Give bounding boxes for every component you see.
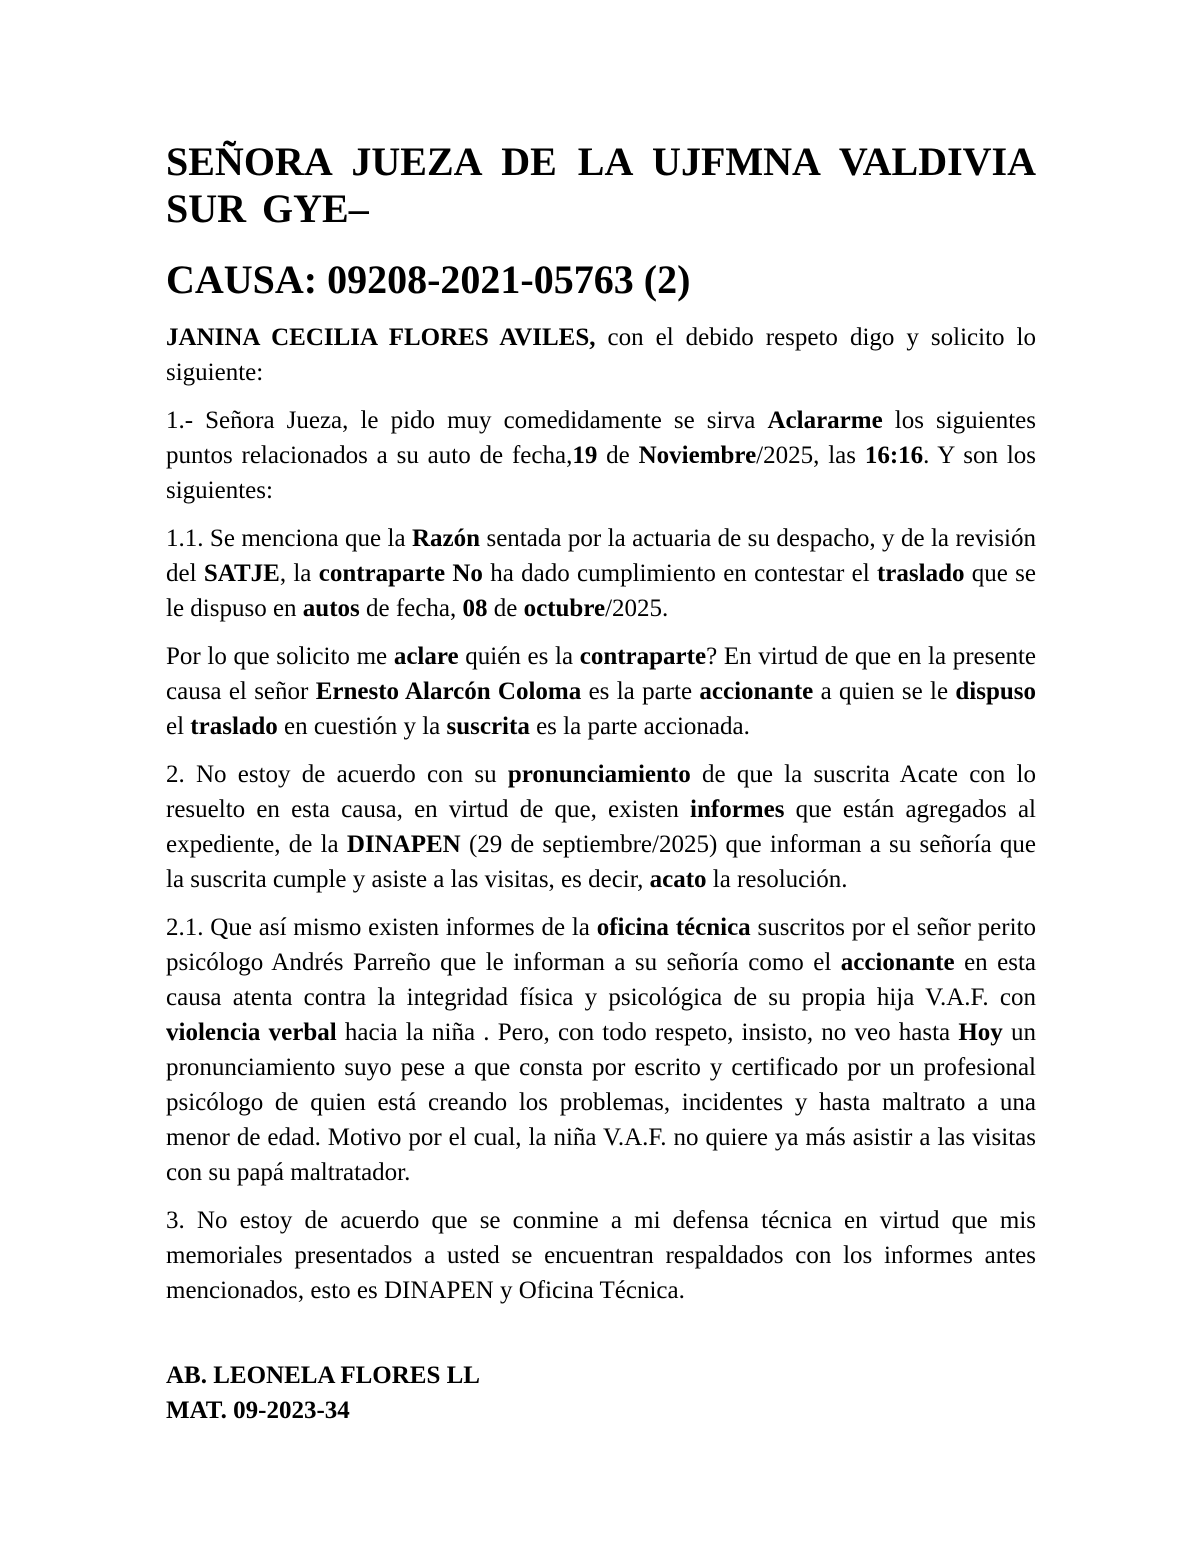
- intro-text: con el debido respeto digo y solicito lo siguiente:: [166, 324, 1037, 386]
- emphasis-text: suscrita: [446, 713, 530, 740]
- paragraph-text: 2.1. Que así mismo existen informes de la: [166, 914, 597, 941]
- document-page: [166, 138, 1036, 1428]
- paragraph-text: /2025, las: [756, 442, 865, 469]
- emphasis-text: Aclararme: [767, 407, 883, 434]
- signer-name: AB. LEONELA FLORES LL: [166, 1362, 480, 1389]
- emphasis-text: violencia verbal: [166, 1019, 337, 1046]
- emphasis-text: acato: [649, 866, 707, 893]
- emphasis-text: Hoy: [958, 1019, 1003, 1046]
- document-title: SEÑORA JUEZA DE LA UJFMNA VALDIVIA SUR GYE–: [166, 139, 1036, 231]
- paragraph-text: que se le dispuso en: [166, 560, 1037, 622]
- emphasis-text: traslado: [190, 713, 278, 740]
- emphasis-text: dispuso: [955, 678, 1036, 705]
- paragraph-text: 1.- Señora Jueza, le pido muy comedidamente se sirva: [166, 407, 768, 434]
- paragraph-text: el: [166, 713, 191, 740]
- paragraph-text: de que la suscrita Acate con lo resuelto en esta causa, en virtud de que, existen: [166, 761, 1036, 823]
- paragraph-2-1: [166, 910, 1036, 1190]
- paragraph-3: [166, 1203, 1036, 1308]
- paragraph-text: de: [487, 595, 524, 622]
- paragraph-text: la resolución.: [706, 866, 848, 893]
- paragraph-1-2: [166, 639, 1036, 744]
- emphasis-text: aclare: [393, 643, 459, 670]
- case-number: CAUSA: 09208-2021-05763 (2): [166, 257, 691, 302]
- paragraph-2: [166, 757, 1036, 897]
- paragraph-text: que están agregados al expediente, de la: [166, 796, 1037, 858]
- paragraph-text: a quien se le: [813, 678, 956, 705]
- paragraph-text: /2025.: [605, 595, 669, 622]
- emphasis-text: oficina técnica: [596, 914, 751, 941]
- signature-block: [166, 1358, 1036, 1428]
- emphasis-text: contraparte No: [318, 560, 483, 587]
- paragraph-text: , la: [279, 560, 319, 587]
- paragraph-text: 2. No estoy de acuerdo con su: [166, 761, 508, 788]
- paragraph-1: [166, 403, 1036, 508]
- paragraph-1-1: [166, 521, 1036, 626]
- paragraph-text: suscritos por el señor perito psicólogo Andrés Parreño que le informan a su señoría como el: [166, 914, 1036, 976]
- paragraph-text: ? En virtud de que en la presente causa el señor: [166, 643, 1037, 705]
- emphasis-text: 16:16: [864, 442, 924, 469]
- paragraph-text: es la parte accionada.: [529, 713, 750, 740]
- emphasis-text: SATJE: [203, 560, 280, 587]
- paragraph-text: de fecha,: [359, 595, 463, 622]
- emphasis-text: accionante: [699, 678, 814, 705]
- paragraph-text: 3. No estoy de acuerdo que se conmine a mi defensa técnica en virtud que mis memoriales presentados a usted se encuentran respaldados con los informes antes mencionados, esto es DINAPEN y Oficina Técnica.: [166, 1207, 1036, 1304]
- intro-paragraph: [166, 320, 1036, 390]
- emphasis-text: autos: [302, 595, 360, 622]
- emphasis-text: Ernesto Alarcón Coloma: [315, 678, 582, 705]
- emphasis-text: accionante: [840, 949, 955, 976]
- paragraph-text: en cuestión y la: [277, 713, 447, 740]
- paragraph-text: en esta causa atenta contra la integridad física y psicológica de su propia hija V.A.F. con: [166, 949, 1036, 1011]
- paragraph-text: quién es la: [458, 643, 580, 670]
- signer-registration: MAT. 09-2023-34: [166, 1397, 350, 1424]
- paragraph-text: un pronunciamiento suyo pese a que consta por escrito y certificado por un profesional psicólogo de quien está creando los problemas, incidentes y hasta maltrato a una menor de edad. Motivo por el cual, la niña V.A.F. no quiere ya más asistir a las visitas con su papá maltratador.: [166, 1019, 1036, 1186]
- emphasis-text: DINAPEN: [346, 831, 461, 858]
- emphasis-text: 19: [572, 442, 598, 469]
- paragraph-text: de: [597, 442, 639, 469]
- emphasis-text: contraparte: [579, 643, 707, 670]
- emphasis-text: octubre: [523, 595, 606, 622]
- paragraph-text: hacia la niña . Pero, con todo respeto, insisto, no veo hasta: [336, 1019, 959, 1046]
- petitioner-name: JANINA CECILIA FLORES AVILES,: [166, 324, 596, 351]
- emphasis-text: 08: [462, 595, 488, 622]
- paragraph-text: ha dado cumplimiento en contestar el: [482, 560, 877, 587]
- emphasis-text: Noviembre: [638, 442, 757, 469]
- emphasis-text: informes: [690, 796, 785, 823]
- paragraph-text: . Y son los siguientes:: [166, 442, 1036, 504]
- paragraph-text: (29 de septiembre/2025) que informan a su señoría que la suscrita cumple y asiste a las visitas, es decir,: [166, 831, 1036, 893]
- paragraph-text: es la parte: [581, 678, 700, 705]
- emphasis-text: Razón: [411, 525, 481, 552]
- paragraph-text: los siguientes puntos relacionados a su auto de fecha,: [166, 407, 1036, 469]
- emphasis-text: traslado: [876, 560, 965, 587]
- paragraph-text: 1.1. Se menciona que la: [166, 525, 412, 552]
- emphasis-text: pronunciamiento: [507, 761, 691, 788]
- paragraph-text: sentada por la actuaria de su despacho, y de la revisión del: [166, 525, 1036, 587]
- paragraph-text: Por lo que solicito me: [166, 643, 394, 670]
